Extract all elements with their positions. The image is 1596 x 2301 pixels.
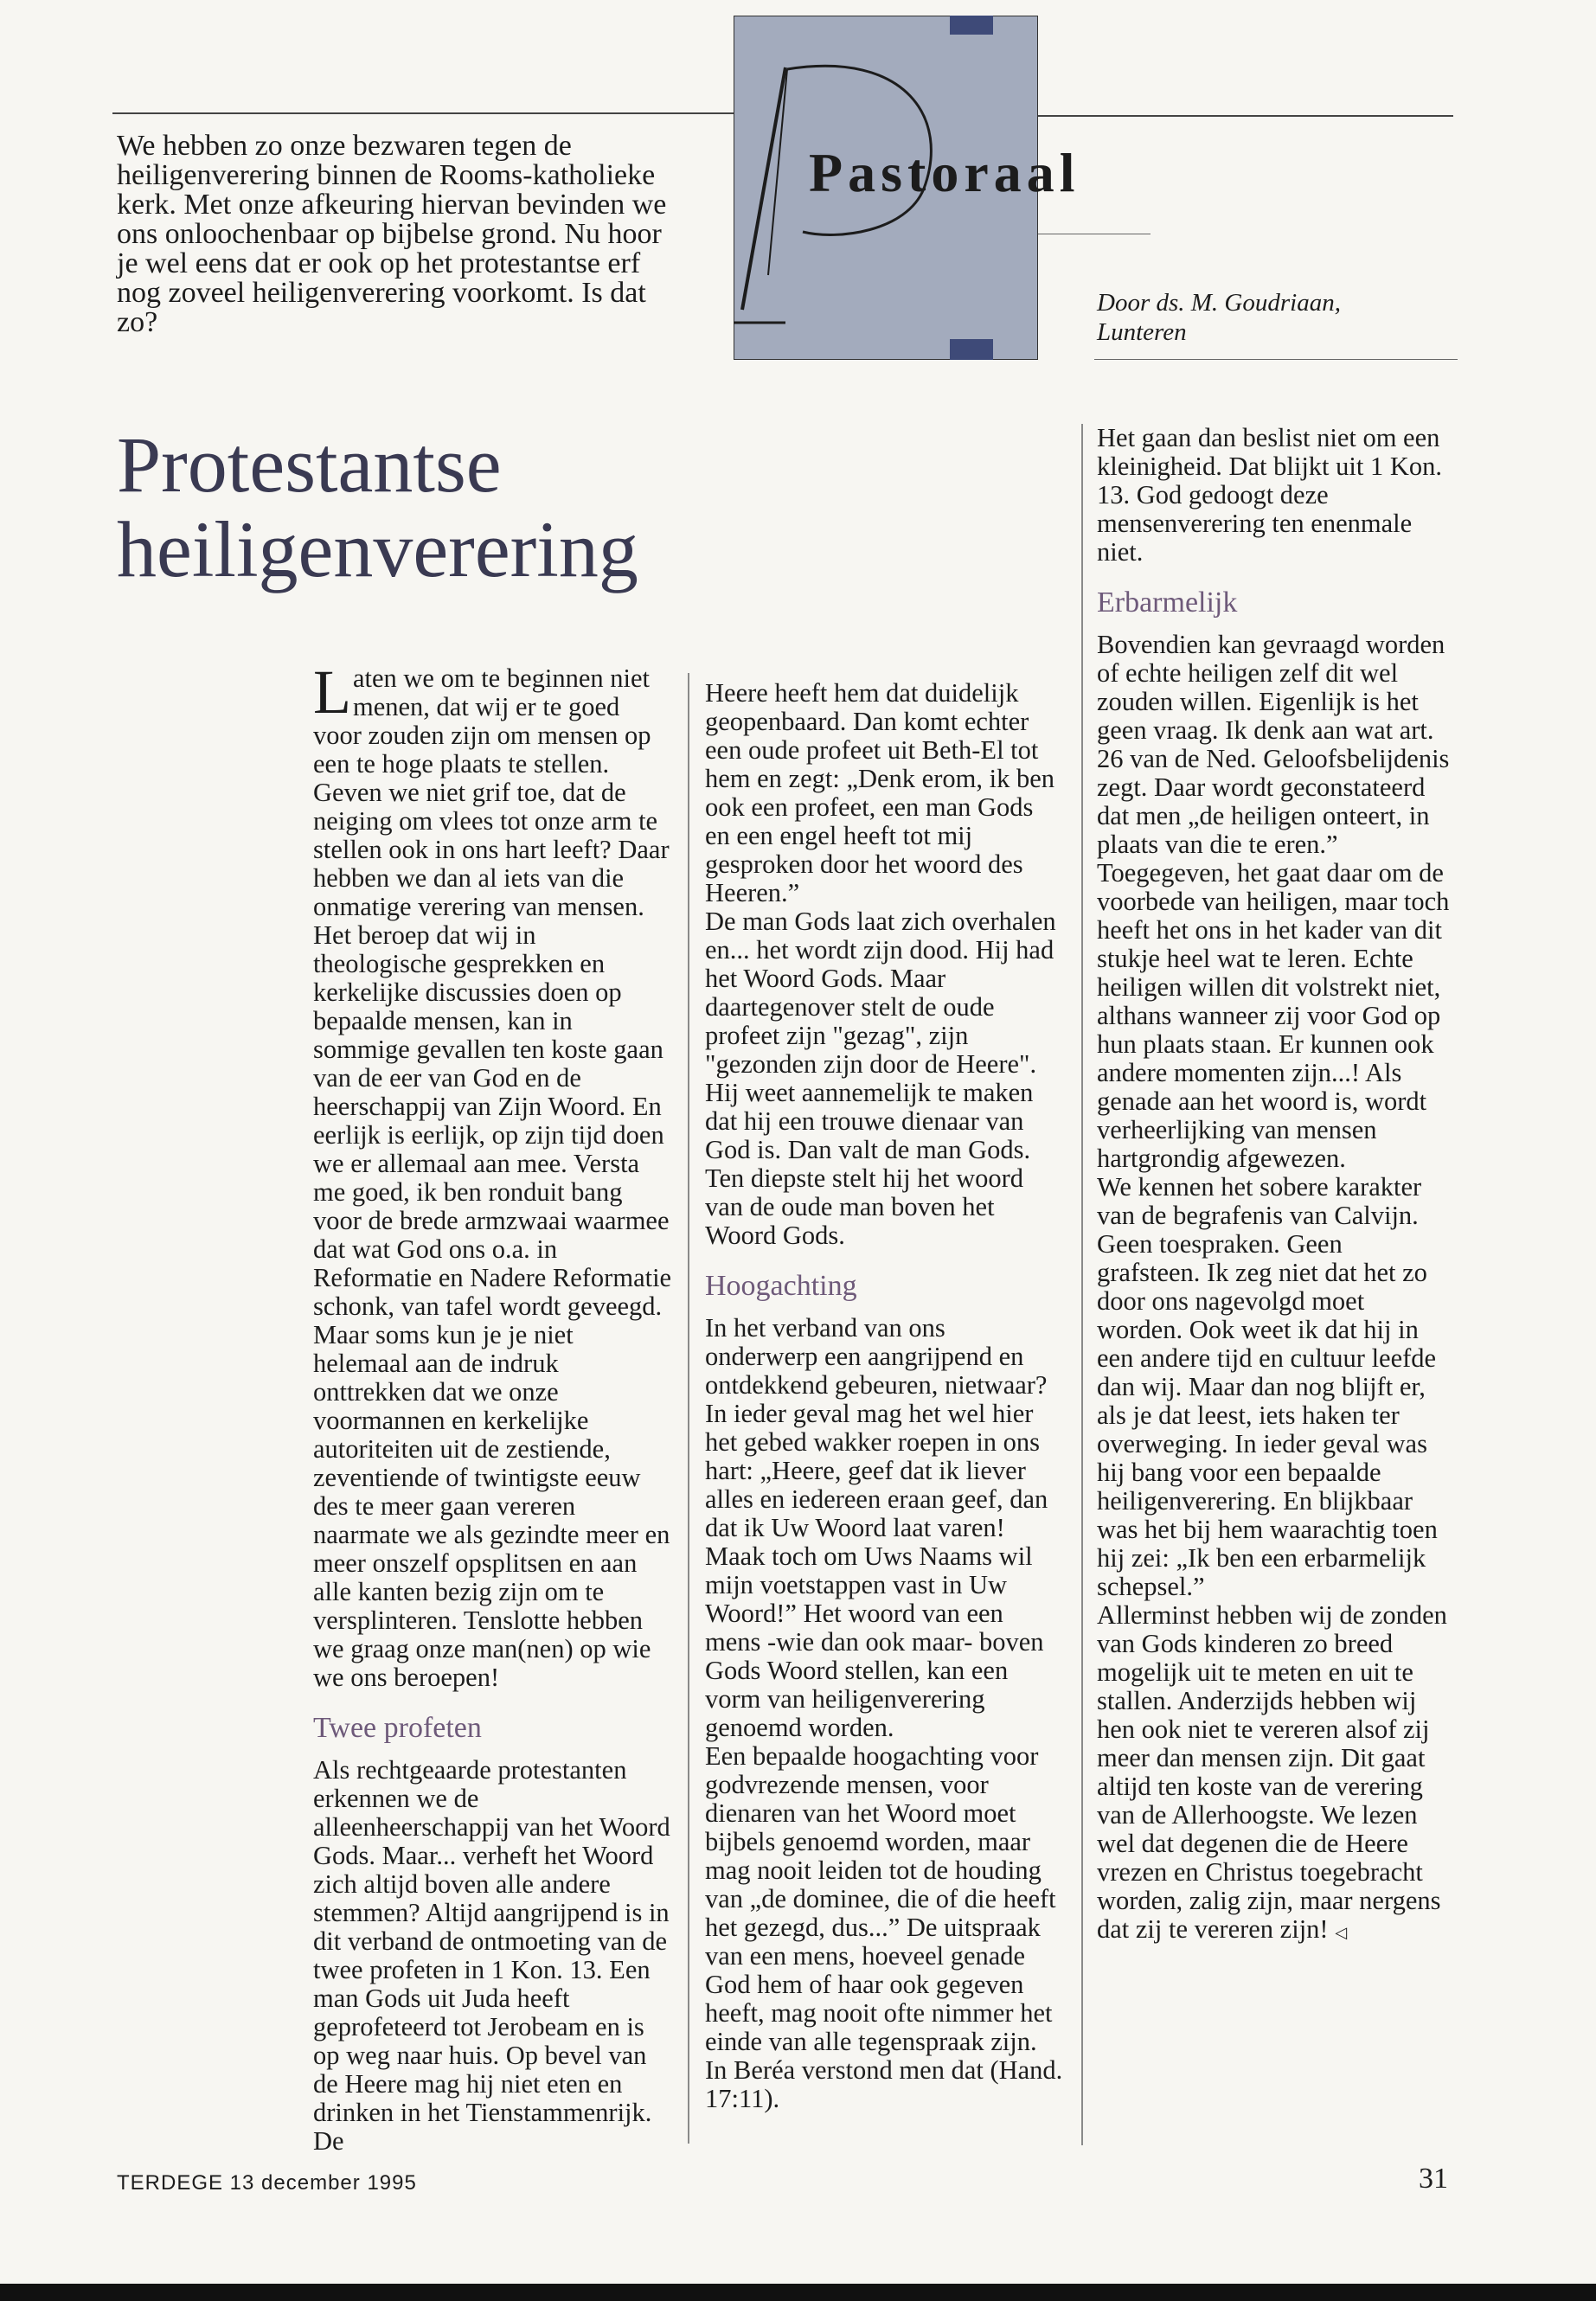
- bottom-border: [0, 2284, 1596, 2301]
- intro-text: We hebben zo onze bezwaren tegen de heiligenverering binnen de Rooms-katholieke kerk. Met onze afkeuring hiervan bevinden we ons onloochenbaar op bijbelse grond. Nu hoor je wel eens dat er ook op het protestantse erf nog zoveel heiligenverering voorkomt. Is dat zo?: [117, 130, 667, 338]
- article-title: [117, 422, 638, 592]
- title-line-1: Protestantse: [117, 420, 502, 509]
- col1-paragraph-2: Het beroep dat wij in theologische gesprekken en kerkelijke discussies doen op bepaalde mensen, kan in sommige gevallen ten koste gaan van de eer van God en de heerschappij van Zijn Woord. En eerlijk is eerlijk, op zijn tijd doen we er allemaal aan mee. Versta me goed, ik ben ronduit bang voor de brede armzwaai waarmee dat wat God ons o.a. in Reformatie en Nadere Reformatie schonk, van tafel wordt geveegd.: [313, 920, 672, 1321]
- col1-p1-text: aten we om te beginnen niet menen, dat wij er te goed voor zouden zijn om mensen op een te hoge plaats te stellen. Geven we niet grif toe, dat de neiging om vlees tot onze arm te stellen ook in ons hart leeft? Daar hebben we dan al iets van die onmatige verering van mensen.: [313, 663, 670, 921]
- heading-erbarmelijk: Erbarmelijk: [1097, 586, 1238, 619]
- col3-paragraph-3: We kennen het sobere karakter van de begrafenis van Calvijn. Geen toespraken. Geen grafsteen. Ik zeg niet dat het zo door ons nagevolgd moet worden. Ook weet ik dat hij in een andere tijd en cultuur leefde dan wij. Maar dan nog blijft er, als je dat leest, iets haken ter overweging. In ieder geval was hij bang voor een bepaalde heiligenverering. En blijkbaar was het bij hem waarachtig toen hij zei: „Ik ben een erbarmelijk schepsel.”: [1097, 1172, 1438, 1601]
- col3-paragraph-2: Bovendien kan gevraagd worden of echte heiligen zelf dit wel zouden willen. Eigenlijk is het geen vraag. Ik denk aan wat art. 26 van de Ned. Geloofsbelijdenis zegt. Daar wordt geconstateerd dat men „de heiligen onteert, in plaats van die te eren.” Toegegeven, het gaat daar om de voorbede van heiligen, maar toch heeft het ons in het kader van dit stukje heel wat te leren. Echte heiligen willen dit volstrekt niet, althans wanneer zij voor God op hun plaats staan. Er kunnen ook andere momenten zijn...! Als genade aan het woord is, wordt verheerlijking van mensen hartgrondig afgewezen.: [1097, 630, 1450, 1173]
- column-divider-2: [1081, 424, 1083, 2145]
- col1-paragraph-4: Als rechtgeaarde protestanten erkennen we de alleenheerschappij van het Woord Gods. Maar... verheft het Woord zich altijd boven alle andere stemmen? Altijd aangrijpend is in dit verband de ontmoeting van de twee profeten in 1 Kon. 13. Een man Gods uit Juda heeft geprofeteerd tot Jerobeam en is op weg naar huis. Op bevel van de Heere mag hij niet eten en drinken in het Tienstammenrijk. De: [313, 1755, 670, 2156]
- col3-paragraph-4: [1097, 1601, 1452, 1947]
- col1-paragraph-1: [313, 657, 672, 921]
- author-rule: [1094, 359, 1458, 360]
- drop-cap: L: [313, 657, 351, 727]
- heading-twee-profeten: Twee profeten: [313, 1712, 482, 1744]
- footer-page-number: 31: [1419, 2163, 1448, 2195]
- col2-paragraph-3: In het verband van ons onderwerp een aangrijpend en ontdekkend gebeuren, nietwaar? In ieder geval mag het wel hier het gebed wakker roepen in ons hart: „Heere, geef dat ik liever alles en iedereen eraan geef, dan dat ik Uw Woord laat varen! Maak toch om Uws Naams wil mijn voetstappen vast in Uw Woord!” Het woord van een mens -wie dan ook maar- boven Gods Woord stellen, kan een vorm van heiligenverering genoemd worden.: [705, 1313, 1048, 1742]
- col1-paragraph-3: Maar soms kun je je niet helemaal aan de indruk onttrekken dat we onze voormannen en kerkelijke autoriteiten uit de zestiende, zeventiende of twintigste eeuw des te meer gaan vereren naarmate we als gezindte meer en meer onszelf opsplitsen en aan alle kanten bezig zijn om te versplinteren. Tenslotte hebben we graag onze man(nen) op wie we ons beroepen!: [313, 1320, 670, 1692]
- heading-hoogachting: Hoogachting: [705, 1270, 857, 1302]
- column-3: [1097, 424, 1452, 1947]
- author-name: Door ds. M. Goudriaan,: [1097, 289, 1341, 317]
- col3-p4-text: Allerminst hebben wij de zonden van Gods kinderen zo breed mogelijk uit te meten en uit te stallen. Anderzijds hebben wij hen ook niet te vereren alsof zij meer dan mensen zijn. Dit gaat altijd ten koste van de verering van de Allerhoogste. We lezen wel dat degenen die de Heere vrezen en Christus toegebracht worden, zalig zijn, maar nergens dat zij te vereren zijn!: [1097, 1600, 1447, 1944]
- logo-bar-top: [950, 16, 993, 35]
- logo-bar-bottom: [950, 339, 993, 360]
- column-divider-1: [688, 673, 689, 2144]
- top-rule-right: [1038, 115, 1453, 117]
- col3-paragraph-1: Het gaan dan beslist niet om een kleinigheid. Dat blijkt uit 1 Kon. 13. God gedoogt deze mensenverering ten enenmale niet.: [1097, 423, 1443, 567]
- top-rule-left: [112, 112, 735, 114]
- col2-paragraph-1: Heere heeft hem dat duidelijk geopenbaard. Dan komt echter een oude profeet uit Beth-El tot hem en zegt: „Denk erom, ik ben ook een profeet, een man Gods en een engel heeft tot mij gesproken door het woord des Heeren.”: [705, 678, 1054, 907]
- title-line-2: heiligenverering: [117, 505, 638, 593]
- author-place: Lunteren: [1097, 318, 1187, 346]
- section-label: Pastoraal: [809, 142, 1080, 203]
- col2-paragraph-4: Een bepaalde hoogachting voor godvrezende mensen, voor dienaren van het Woord moet bijbels genoemd worden, maar mag nooit leiden tot de houding van „de dominee, die of die heeft het gezegd, dus...” De uitspraak van een mens, hoeveel genade God hem of haar ook gegeven heeft, mag nooit ofte nimmer het einde van alle tegenspraak zijn. In Beréa verstond men dat (Hand. 17:11).: [705, 1741, 1063, 2113]
- author-line: [1097, 288, 1341, 347]
- column-1: [313, 657, 672, 2156]
- footer-magazine: TERDEGE 13 december 1995: [117, 2171, 417, 2195]
- end-mark-icon: ◁: [1335, 1924, 1348, 1941]
- column-2: [705, 679, 1064, 2113]
- col2-paragraph-2: De man Gods laat zich overhalen en... het wordt zijn dood. Hij had het Woord Gods. Maar daartegenover stelt de oude profeet zijn "gezag", zijn "gezonden zijn door de Heere". Hij weet aannemelijk te maken dat hij een trouwe dienaar van God is. Dan valt de man Gods. Ten diepste stelt hij het woord van de oude man boven het Woord Gods.: [705, 907, 1056, 1250]
